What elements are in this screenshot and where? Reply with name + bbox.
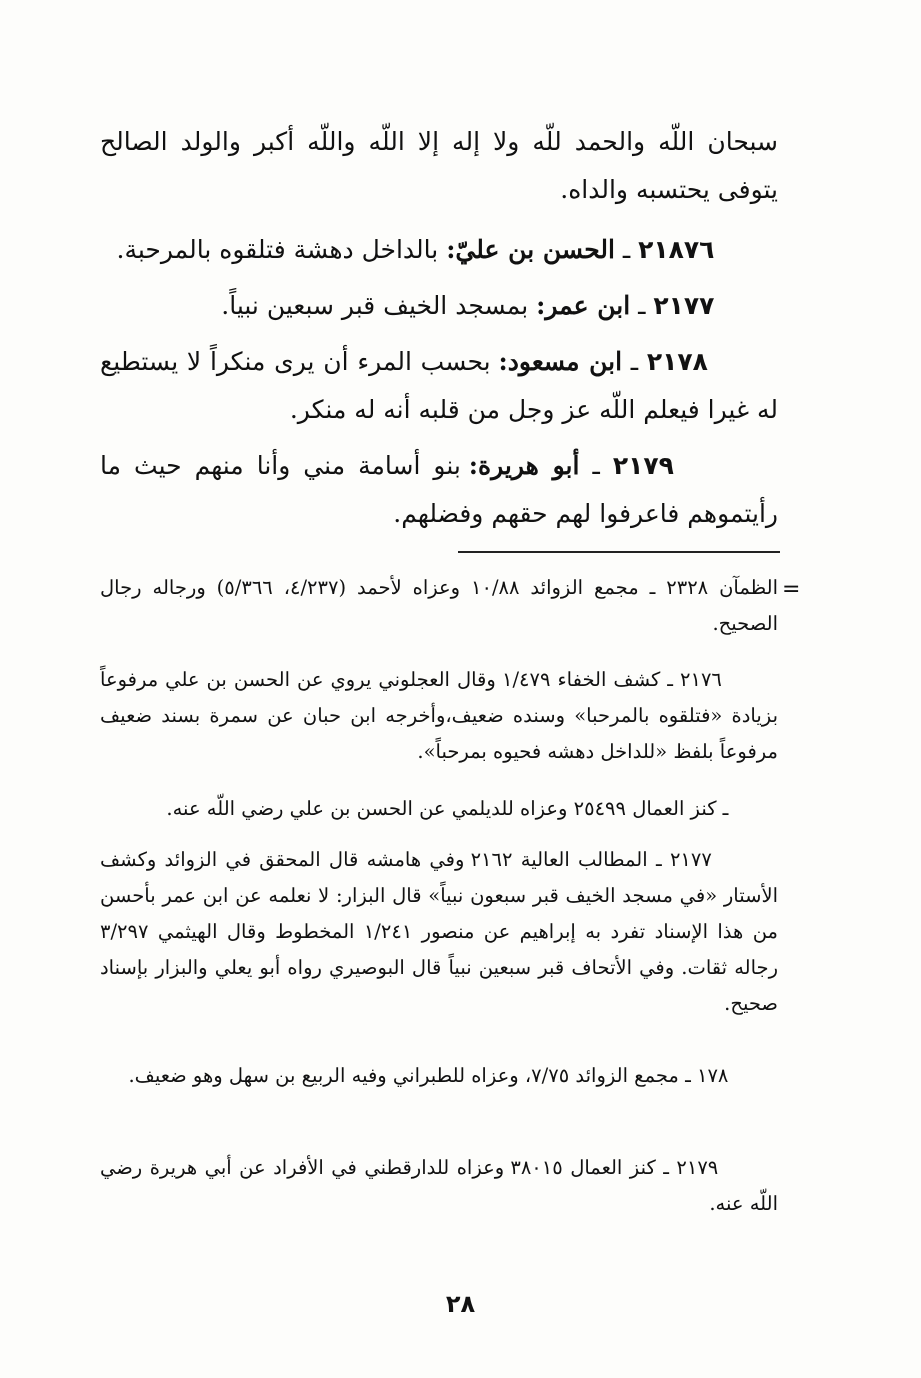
- hadith-entry: [100, 338, 778, 434]
- entry-narrator: ابن مسعود:: [498, 347, 623, 376]
- footnote: الظمآن ٢٣٢٨ ـ مجمع الزوائد ١٠/٨٨ وعزاه لأحمد (٤/٢٣٧، ٥/٣٦٦) ورجاله رجال الصحيح.: [100, 576, 778, 635]
- hadith-entry: [100, 226, 778, 274]
- footnote: [100, 662, 778, 770]
- page-number: ٢٨: [445, 1290, 476, 1318]
- footnote-text: ٢١٧٧ ـ المطالب العالية ٢١٦٢ وفي هامشه قال المحقق في الزوائد وكشف الأستار «في مسجد الخيف قبر سبعون نبياً» قال البزار: لا نعلمه عن ابن عمر بأحسن من هذا الإسناد تفرد به إبراهيم عن منصور ١/٢٤١ المخطوط وقال الهيثمي ٣/٢٩٧ رجاله ثقات. وفي الأتحاف قبر سبعين نبياً قال البوصيري رواه أبو يعلي والبزار بإسناد صحيح.: [100, 848, 778, 1015]
- entry-text: بحسب المرء أن يرى منكراً لا يستطيع له غيرا فيعلم اللّه عز وجل من قلبه أنه له منكر.: [100, 347, 778, 424]
- entry-number: ٢١٧٩: [612, 451, 674, 480]
- entry-text: بالداخل دهشة فتلقوه بالمرحبة.: [116, 235, 447, 264]
- footnote-divider: [458, 551, 780, 553]
- footnote-text: ١٧٨ ـ مجمع الزوائد ٧/٧٥، وعزاه للطبراني وفيه الربيع بن سهل وهو ضعيف.: [128, 1064, 729, 1087]
- entry-separator: ـ: [579, 451, 613, 480]
- entry-text: بنو أسامة مني وأنا منهم حيث ما رأيتموهم فاعرفوا لهم حقهم وفضلهم.: [100, 451, 778, 528]
- footnote: [100, 842, 778, 1022]
- entry-narrator: الحسن بن عليّ:: [446, 235, 615, 264]
- footnote: [100, 791, 778, 827]
- footnote: [100, 1058, 778, 1094]
- footnote-continuation-marker: =: [782, 577, 801, 602]
- intro-paragraph: سبحان اللّه والحمد للّه ولا إله إلا اللّه واللّه أكبر والولد الصالح يتوفى يحتسبه والداه.: [100, 127, 778, 204]
- footnote-text: ٢١٧٩ ـ كنز العمال ٣٨٠١٥ وعزاه للدارقطني في الأفراد عن أبي هريرة رضي اللّه عنه.: [100, 1156, 778, 1215]
- entry-separator: ـ: [630, 291, 654, 320]
- footnote-text: ٢١٧٦ ـ كشف الخفاء ١/٤٧٩ وقال العجلوني يروي عن الحسن بن علي مرفوعاً بزيادة «فتلقوه بالمرحبا» وسنده ضعيف،وأخرجه ابن حبان عن سمرة بسند ضعيف مرفوعاً بلفظ «للداخل دهشه فحيوه بمرحباً».: [100, 668, 778, 763]
- entry-number: ٢١٧٧: [653, 291, 715, 320]
- entry-narrator: أبو هريرة:: [468, 451, 580, 480]
- entry-number: ٢١٨٧٦: [638, 235, 715, 264]
- hadith-entry: [100, 282, 778, 330]
- footnote-text: ـ كنز العمال ٢٥٤٩٩ وعزاه للديلمي عن الحسن بن علي رضي اللّه عنه.: [166, 797, 729, 820]
- footnote: [100, 1150, 778, 1222]
- entry-narrator: ابن عمر:: [536, 291, 631, 320]
- entry-text: بمسجد الخيف قبر سبعين نبياً.: [221, 291, 537, 320]
- entry-number: ٢١٧٨: [646, 347, 708, 376]
- entry-separator: ـ: [622, 347, 647, 376]
- hadith-entry: [100, 442, 778, 538]
- entry-separator: ـ: [614, 235, 639, 264]
